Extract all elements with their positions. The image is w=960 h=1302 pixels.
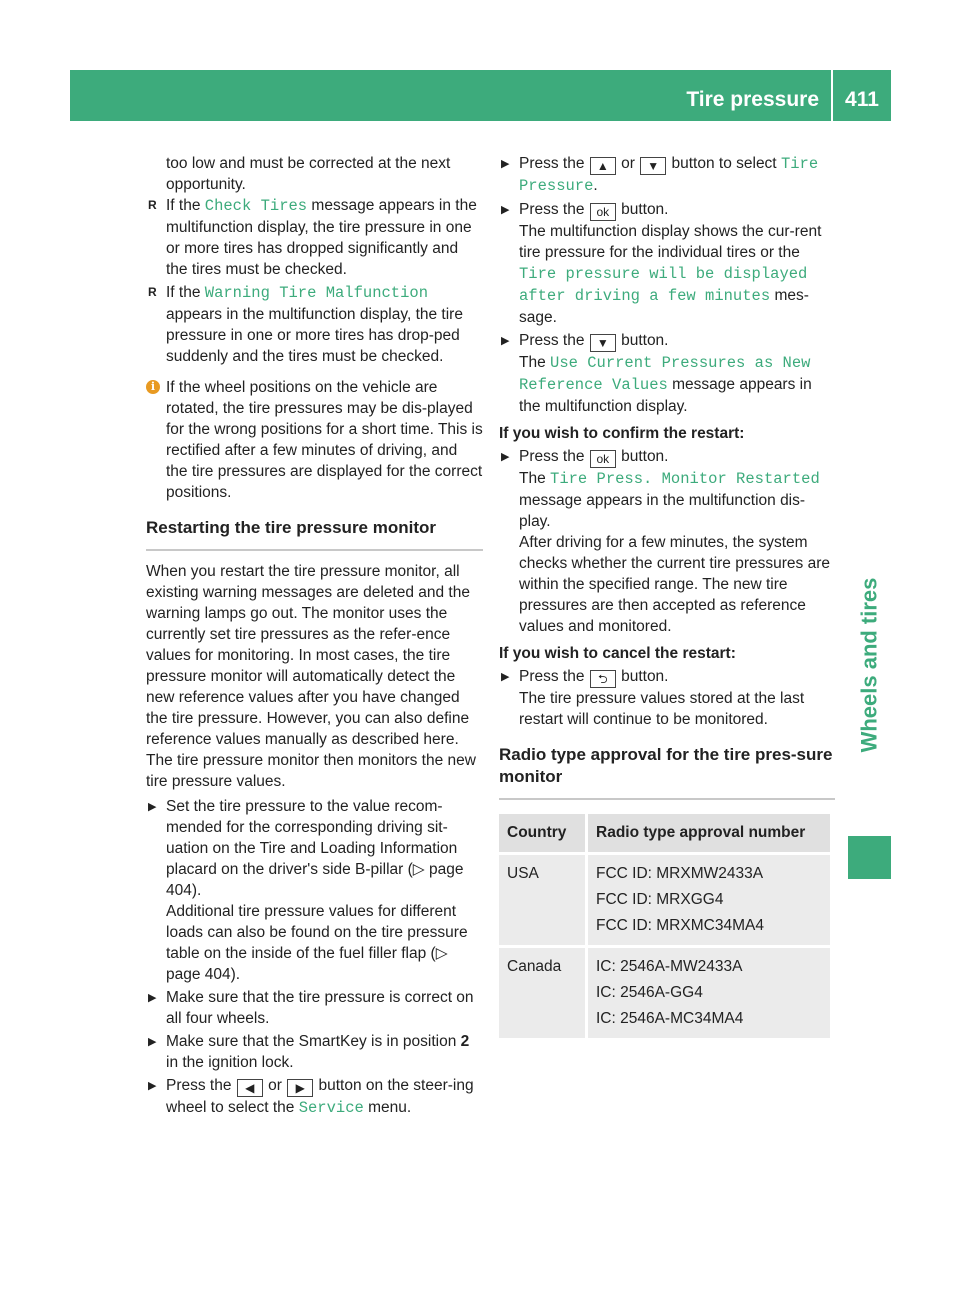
- approval-cell: FCC ID: MRXMW2433A FCC ID: MRXGG4 FCC ID: MRXMC34MA4: [587, 854, 831, 947]
- left-column: [146, 153, 483, 1121]
- section-heading: Restarting the tire pressure monitor: [146, 517, 483, 551]
- step-arrow-icon: ▶: [148, 1080, 157, 1092]
- table-row: [499, 854, 830, 947]
- down-key-icon: ▼: [640, 157, 666, 175]
- header-bar: [70, 70, 891, 121]
- step-arrow-icon: ▶: [501, 158, 510, 170]
- column-header: Radio type approval number: [587, 814, 831, 854]
- display-message: Use Current Pressures as New Reference Values: [519, 354, 811, 394]
- step-arrow-icon: ▶: [501, 671, 510, 683]
- display-message: Service: [298, 1099, 364, 1117]
- side-tab-marker: [848, 836, 891, 879]
- step-arrow-icon: ▶: [148, 801, 157, 813]
- table-row: [499, 947, 830, 1039]
- page-number: 411: [845, 88, 879, 111]
- display-message: Tire Press. Monitor Restarted: [550, 470, 820, 488]
- country-cell: Canada: [499, 947, 587, 1039]
- country-cell: USA: [499, 854, 587, 947]
- approval-table: [499, 814, 830, 1038]
- display-message: Tire pressure will be displayed after driving a few minutes: [519, 265, 808, 305]
- bullet-marker: R: [148, 198, 157, 212]
- side-tab: [848, 520, 891, 810]
- section-heading: Radio type approval for the tire pres-sure monitor: [499, 744, 835, 800]
- column-header: Country: [499, 814, 587, 854]
- page-title: Tire pressure: [686, 88, 819, 111]
- bullet-item: R If the Warning Tire Malfunction appears in the multifunction display, the tire pressure in one or more tires has drop-ped suddenly and the tires must be checked.: [148, 284, 463, 365]
- step-item: ▶ Make sure that the SmartKey is in position 2 in the ignition lock.: [148, 1033, 470, 1071]
- step-arrow-icon: ▶: [148, 992, 157, 1004]
- step-item: ▶ Press the ok button. The Tire Press. Monitor Restarted message appears in the multifunction dis-play. After driving for a few minutes, the system checks whether the current tire pressures are within the specified range. The new tire pressures are then accepted as reference values and monitored.: [501, 448, 830, 635]
- left-key-icon: ◀: [237, 1079, 263, 1097]
- ok-key-icon: ok: [590, 450, 616, 468]
- table-header-row: [499, 814, 830, 854]
- subheading-confirm: If you wish to confirm the restart:: [499, 425, 745, 442]
- display-message: Tire Pressure: [519, 155, 819, 195]
- up-key-icon: ▲: [590, 157, 616, 175]
- step-item: ▶ Set the tire pressure to the value recom-mended for the corresponding driving sit-uation on the Tire and Loading Information placard on the driver's side B-pillar (▷ page 404). Additional tire pressure values for different loads can also be found on the tire pressure table on the inside of the fuel filler flap (▷ page 404).: [148, 798, 468, 983]
- info-icon: i: [146, 380, 160, 394]
- step-item: ▶ Press the ok button. The multifunction display shows the cur-rent tire pressure for the individual tires or the Tire pressure will be displayed after driving a few minutes mes-sage.: [501, 201, 822, 326]
- step-arrow-icon: ▶: [148, 1036, 157, 1048]
- bullet-marker: R: [148, 285, 157, 299]
- step-arrow-icon: ▶: [501, 335, 510, 347]
- subheading-cancel: If you wish to cancel the restart:: [499, 645, 736, 662]
- step-arrow-icon: ▶: [501, 451, 510, 463]
- right-key-icon: ▶: [287, 1079, 313, 1097]
- right-column: [499, 153, 835, 1038]
- side-tab-label: Wheels and tires: [856, 577, 882, 753]
- display-message: Check Tires: [204, 197, 308, 215]
- ok-key-icon: ok: [590, 203, 616, 221]
- step-item: ▶ Press the ⮌ button. The tire pressure values stored at the last restart will continue to be monitored.: [501, 668, 805, 728]
- step-item: ▶ Press the ▼ button. The Use Current Pressures as New Reference Values message appears in the multifunction display.: [501, 332, 812, 415]
- step-item: ▶ Make sure that the tire pressure is correct on all four wheels.: [148, 989, 474, 1027]
- back-key-icon: ⮌: [590, 670, 616, 688]
- down-key-icon: ▼: [590, 334, 616, 352]
- info-note: i If the wheel positions on the vehicle are rotated, the tire pressures may be dis-played for the wrong positions for a short time. This is rectified after a few minutes of driving, and the tire pressures are displayed for the correct positions.: [146, 377, 483, 503]
- step-item: ▶ Press the ◀ or ▶ button on the steer-ing wheel to select the Service menu.: [148, 1077, 474, 1117]
- bullet-item: R If the Check Tires message appears in the multifunction display, the tire pressure in one or more tires has dropped significantly and the tires must be checked.: [148, 197, 477, 278]
- display-message: Warning Tire Malfunction: [204, 284, 429, 302]
- continuation-text: too low and must be corrected at the next opportunity.: [166, 155, 451, 193]
- intro-paragraph: When you restart the tire pressure monitor, all existing warning messages are deleted and the warning lamps go out. The monitor uses the currently set tire pressures as the refer-ence values for monitoring. In most cases, the tire pressure monitor will automatically detect the new reference values after you have changed the tire pressure. However, you can also define reference values manually as described here. The tire pressure monitor then monitors the new tire pressure values.: [146, 563, 476, 790]
- approval-cell: IC: 2546A-MW2433A IC: 2546A-GG4 IC: 2546A-MC34MA4: [587, 947, 831, 1039]
- step-item: ▶ Press the ▲ or ▼ button to select Tire Pressure.: [501, 155, 819, 195]
- step-arrow-icon: ▶: [501, 204, 510, 216]
